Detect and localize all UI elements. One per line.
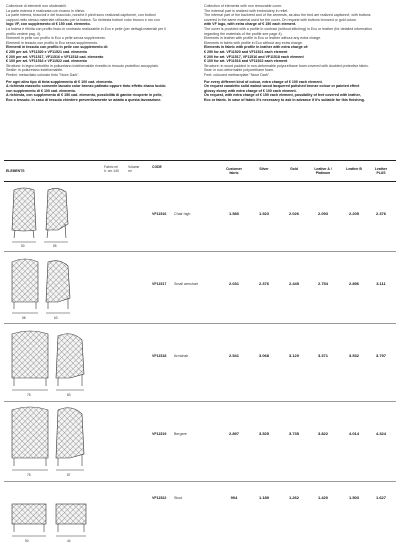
table-row	[4, 402, 396, 482]
intro-english	[204, 4, 392, 102]
intro-line: For every different kind of colour, extra charge of € 100 each element.	[204, 79, 323, 84]
price-gold: 3.735	[288, 431, 299, 436]
intro-line: with VF logo, with extra charge of € 150 each element.	[204, 22, 297, 27]
product-code: VF11519	[152, 432, 167, 436]
intro-line: Feet: coloured methacrylate "Noce Dark".	[204, 72, 271, 77]
dim-width: 75	[27, 473, 31, 477]
dim-depth: 87	[67, 473, 71, 477]
table-row	[4, 182, 396, 252]
dim-width: 50	[21, 244, 25, 248]
intro-line: con supplemento di € 100 cad. elemento.	[6, 88, 76, 93]
header-customer-fabric: Customer fabric	[226, 167, 242, 176]
product-code: VF11516	[152, 212, 167, 216]
intro-line: Eco o tessuto. In caso di tessuto chiedere preventivamente se adatto a questa lavorazione.	[6, 97, 162, 102]
armchair-drawings	[8, 326, 118, 400]
intro-italian	[6, 4, 194, 102]
price-customer-fabric: 904	[230, 495, 238, 500]
header-elements: ELEMENTS	[6, 169, 25, 173]
small-armchair-drawings	[8, 254, 118, 322]
intro-line: The internal part of the backrest and of the armrests, as also the bed are realized capitonné, with buttons	[204, 13, 371, 18]
price-leather-plus: 1.627	[375, 495, 386, 500]
intro-line: Per ogni altro tipo di tinta supplemento di € 100 cad. elemento.	[6, 79, 114, 84]
price-customer-fabric: 2.541	[228, 353, 239, 358]
product-name: Chair high	[174, 212, 191, 216]
intro-line: Elements in leather with profile in Eco or leather without any extra charge.	[204, 36, 322, 41]
intro-line: Elementi in tessuto con profilo in Eco senza supplemento.	[6, 40, 99, 45]
price-leather-b: 4.014	[348, 431, 359, 436]
price-leather-a: 3.371	[317, 353, 328, 358]
product-name: Stool	[174, 496, 183, 500]
price-gold: 2.026	[288, 211, 299, 216]
intro-line: The cover is provided with a profile in contrast (without stitching) in Eco or leather (for detailed information	[204, 26, 372, 31]
product-name: Small armchair	[174, 282, 198, 286]
price-leather-a: 2.754	[317, 281, 328, 286]
price-silver: 1.923	[258, 211, 269, 216]
price-silver: 3.068	[258, 353, 269, 358]
intro-line: Structure: in wood padded in non-deformable polyurethane foam covered with doubled protective fabric.	[204, 63, 370, 68]
header-code: CODE	[152, 165, 162, 169]
price-silver: 1.189	[258, 495, 269, 500]
bergere-drawings	[8, 404, 118, 480]
intro-line: Elements in fabric with profile in Eco without any extra charge.	[204, 40, 303, 45]
price-leather-plus: 4.324	[375, 431, 386, 436]
intro-line: Struttura: in legno imbottito in poliuretano indeformabile rivestito in tessuto protettivo accoppiato.	[6, 63, 160, 68]
product-name: Armchair	[174, 354, 189, 358]
table-header	[4, 160, 396, 182]
intro-line: The external part is realized with embroidery in relief.	[204, 8, 289, 13]
price-leather-b: 3.532	[348, 353, 359, 358]
table-row	[4, 324, 396, 402]
header-silver: Silver	[259, 167, 269, 171]
price-gold: 3.120	[288, 353, 299, 358]
intro-line: regarding the materials of the profile see page 4).	[204, 31, 283, 36]
intro-line: La fodera è rifinita con profilo liscio in contrasto realizzabile in Eco e pelle (per dettagli materiali per il	[6, 26, 166, 31]
price-gold: 2.445	[288, 281, 299, 286]
intro-line: La parte interna, braccioli e del bracciolo, nonché il piedi sono realizzati capitonné, con bottoni	[6, 13, 156, 18]
intro-line: A richiesta massello consente laccato color bronzo patinato oppure tinto effetto ebano lucido	[6, 84, 166, 89]
price-leather-a: 3.822	[317, 431, 328, 436]
header-volume: Volume m³	[128, 165, 140, 174]
product-code: VF11517	[152, 282, 167, 286]
intro-line: logo VF, con supplemento di € 150 cad. elemento.	[6, 22, 91, 27]
intro-line: Elements in fabric with profile in leather with extra charge of:	[204, 45, 309, 50]
intro-line: capponi nello stesso materiale utilizzato per la fodera. Su richiesta bottoni color bronzo e oro con	[6, 17, 160, 22]
price-leather-plus: 3.797	[375, 353, 386, 358]
table-row	[4, 482, 396, 546]
intro-line: Elementi in pelle con profilo in Eco o pelle senza supplemento.	[6, 36, 106, 41]
intro-line: profilo vedere pag. 4).	[6, 31, 41, 36]
header-fabric: Fabric ml h. cm 140	[104, 165, 119, 174]
table-row	[4, 252, 396, 324]
intro-line: € 100 per art. VF11516 e VF11522 cad. elemento	[6, 59, 87, 64]
intro-line: covered in the same material used for the cover. On request with buttons bronzed or gold colour	[204, 17, 357, 22]
intro-line: On request canaletto solid walnut wood lacquered polished bronze colour or painted effect	[204, 84, 360, 89]
product-code: VF11518	[152, 354, 167, 358]
price-gold: 1.262	[288, 495, 299, 500]
header-leather-a: Leather A / Platinum	[314, 167, 332, 176]
intro-line: Sedile: in poliuretano indeformabile.	[6, 68, 64, 73]
dim-width: 50	[25, 539, 29, 543]
dim-width: 58	[22, 316, 26, 320]
price-leather-plus: 2.376	[375, 211, 386, 216]
intro-line: € 250 for art. VF11520 and VF11521 each element	[204, 49, 288, 54]
header-leather-b: Leather B	[346, 167, 362, 171]
product-name: Bergere	[174, 432, 187, 436]
intro-line: Eco or fabric. In case of fabric it's necessary to ask in advance if it's suitable for this finishing.	[204, 97, 365, 102]
dim-depth: 83	[67, 393, 71, 397]
intro-line: Elementi in tessuto con profilo in pelle con supplemento di:	[6, 45, 109, 50]
price-customer-fabric: 2.031	[228, 281, 239, 286]
intro-line: Collezione di elementi non sfoderabili.	[6, 4, 67, 8]
price-customer-fabric: 2.897	[228, 431, 239, 436]
dim-width: 75	[27, 393, 31, 397]
price-table	[4, 160, 396, 546]
chair-high-drawings	[8, 184, 118, 250]
intro-line: € 100 for art. VF11516 and VF11522 each element	[204, 59, 288, 64]
intro-line: € 200 for art. VF11517, VF11516 and VF11518 each element	[204, 54, 304, 59]
intro-line: A richiesta, con supplemento di € 150 cad. elemento, possibilità di gambe ricoperte in pelle,	[6, 93, 163, 98]
intro-line: Collection of elements with non removable cover.	[204, 4, 283, 8]
price-silver: 3.525	[258, 431, 269, 436]
dim-depth: 55	[53, 244, 57, 248]
intro-line: Seat: in non-deformable polyurethane foam.	[204, 68, 275, 73]
price-leather-b: 2.896	[348, 281, 359, 286]
price-customer-fabric: 1.580	[228, 211, 239, 216]
intro-line: glossy ebony with extra charge of € 100 each element.	[204, 88, 297, 93]
price-leather-a: 2.093	[317, 211, 328, 216]
price-leather-plus: 3.111	[376, 281, 386, 286]
dim-depth: 63	[54, 316, 58, 320]
intro-line: Piedini: metacrilato colorato tinto "Noce Dark".	[6, 72, 80, 77]
intro-line: € 250 per art. VF11520 e VF11521 cad. elemento	[6, 49, 87, 54]
stool-drawings	[8, 484, 118, 546]
product-code: VF11522	[152, 496, 167, 500]
price-leather-b: 1.503	[348, 495, 359, 500]
header-leather-plus: Leather PLUS	[374, 167, 388, 176]
intro-text	[6, 4, 394, 124]
price-leather-a: 1.420	[317, 495, 328, 500]
dim-depth: 44	[67, 539, 71, 543]
intro-line: La parte esterna è realizzata con ricamo in rilievo.	[6, 8, 86, 13]
header-gold: Gold	[290, 167, 298, 171]
intro-line: € 200 per art. VF11517, VF11516 e VF11518 cad. elemento	[6, 54, 104, 59]
price-leather-b: 2.205	[348, 211, 359, 216]
intro-line: On request, with extra charge of € 150 each element, possibility of feet covered with leather,	[204, 93, 361, 98]
price-silver: 2.376	[258, 281, 269, 286]
